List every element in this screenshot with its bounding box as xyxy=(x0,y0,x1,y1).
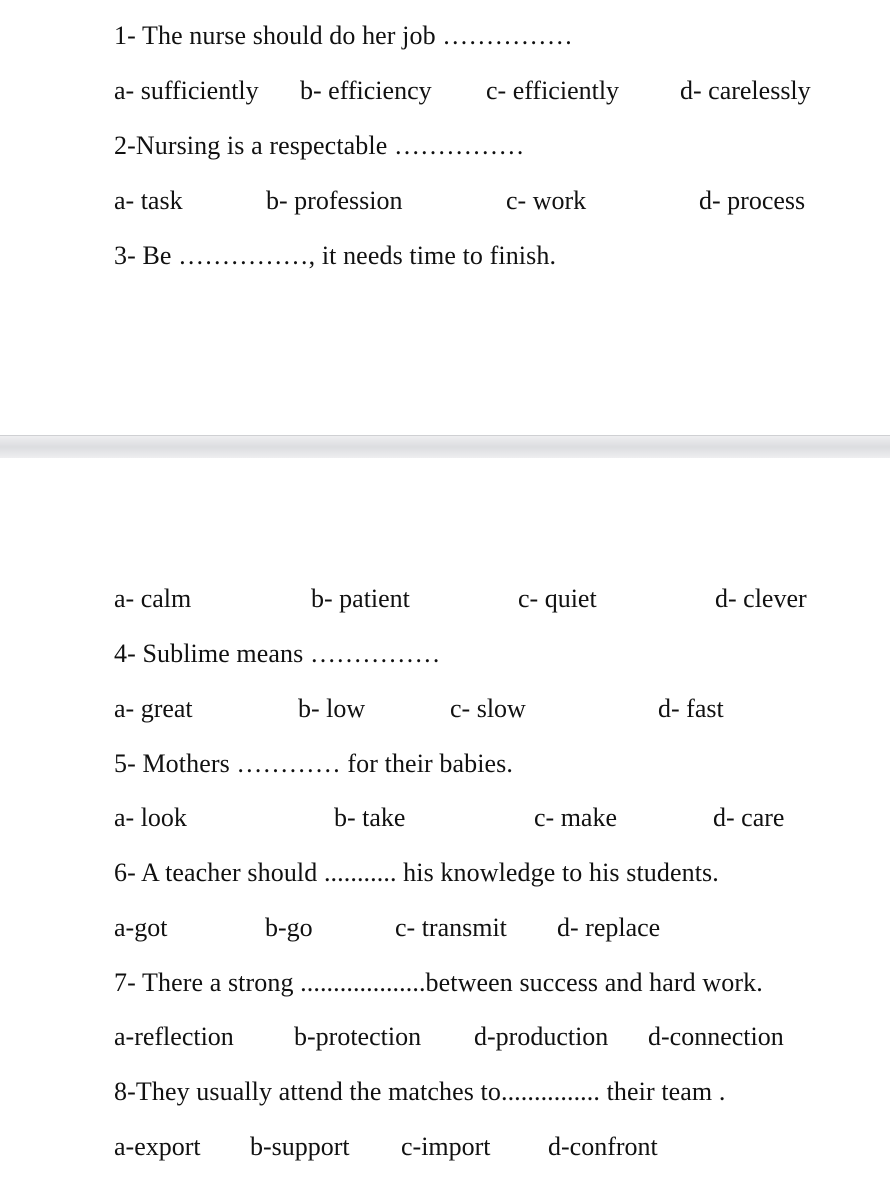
question-3-option-d: d- clever xyxy=(715,584,807,613)
question-7-option-c: d-production xyxy=(474,1022,609,1051)
question-3-option-a: a- calm xyxy=(114,584,192,613)
question-4-option-b: b- low xyxy=(298,694,366,723)
question-4-option-a: a- great xyxy=(114,694,193,723)
question-7-option-b: b-protection xyxy=(294,1022,422,1051)
question-2-option-a: a- task xyxy=(114,186,183,215)
question-5-option-b: b- take xyxy=(334,803,406,832)
question-7-stem: 7- There a strong ...................between success and hard work. xyxy=(114,968,763,997)
question-5-option-d: d- care xyxy=(713,803,785,832)
question-8-option-a: a-export xyxy=(114,1132,201,1161)
question-6-option-c: c- transmit xyxy=(395,913,507,942)
question-8-option-c: c-import xyxy=(401,1132,491,1161)
page-separator xyxy=(0,435,890,459)
question-6-stem: 6- A teacher should ........... his knowledge to his students. xyxy=(114,858,719,887)
question-7-option-a: a-reflection xyxy=(114,1022,234,1051)
question-2-stem: 2-Nursing is a respectable …………… xyxy=(114,131,525,160)
question-3-option-c: c- quiet xyxy=(518,584,597,613)
question-4-option-d: d- fast xyxy=(658,694,724,723)
question-6-option-a: a-got xyxy=(114,913,168,942)
question-8-option-d: d-confront xyxy=(548,1132,658,1161)
question-1-option-a: a- sufficiently xyxy=(114,76,259,105)
question-2-option-d: d- process xyxy=(699,186,806,215)
question-7-option-d: d-connection xyxy=(648,1022,784,1051)
question-1-stem: 1- The nurse should do her job …………… xyxy=(114,21,573,50)
question-6-option-d: d- replace xyxy=(557,913,661,942)
page-top xyxy=(0,0,890,435)
question-4-stem: 4- Sublime means …………… xyxy=(114,639,441,668)
question-5-option-a: a- look xyxy=(114,803,187,832)
question-2-option-b: b- profession xyxy=(266,186,403,215)
question-1-option-b: b- efficiency xyxy=(300,76,432,105)
question-4-option-c: c- slow xyxy=(450,694,526,723)
question-3-stem: 3- Be ……………, it needs time to finish. xyxy=(114,241,557,270)
question-6-option-b: b-go xyxy=(265,913,313,942)
question-2-option-c: c- work xyxy=(506,186,587,215)
question-5-stem: 5- Mothers ………… for their babies. xyxy=(114,749,513,778)
question-5-option-c: c- make xyxy=(534,803,618,832)
question-1-option-c: c- efficiently xyxy=(486,76,620,105)
question-1-option-d: d- carelessly xyxy=(680,76,811,105)
question-3-option-b: b- patient xyxy=(311,584,410,613)
question-8-stem: 8-They usually attend the matches to............... their team . xyxy=(114,1077,726,1106)
question-8-option-b: b-support xyxy=(250,1132,350,1161)
